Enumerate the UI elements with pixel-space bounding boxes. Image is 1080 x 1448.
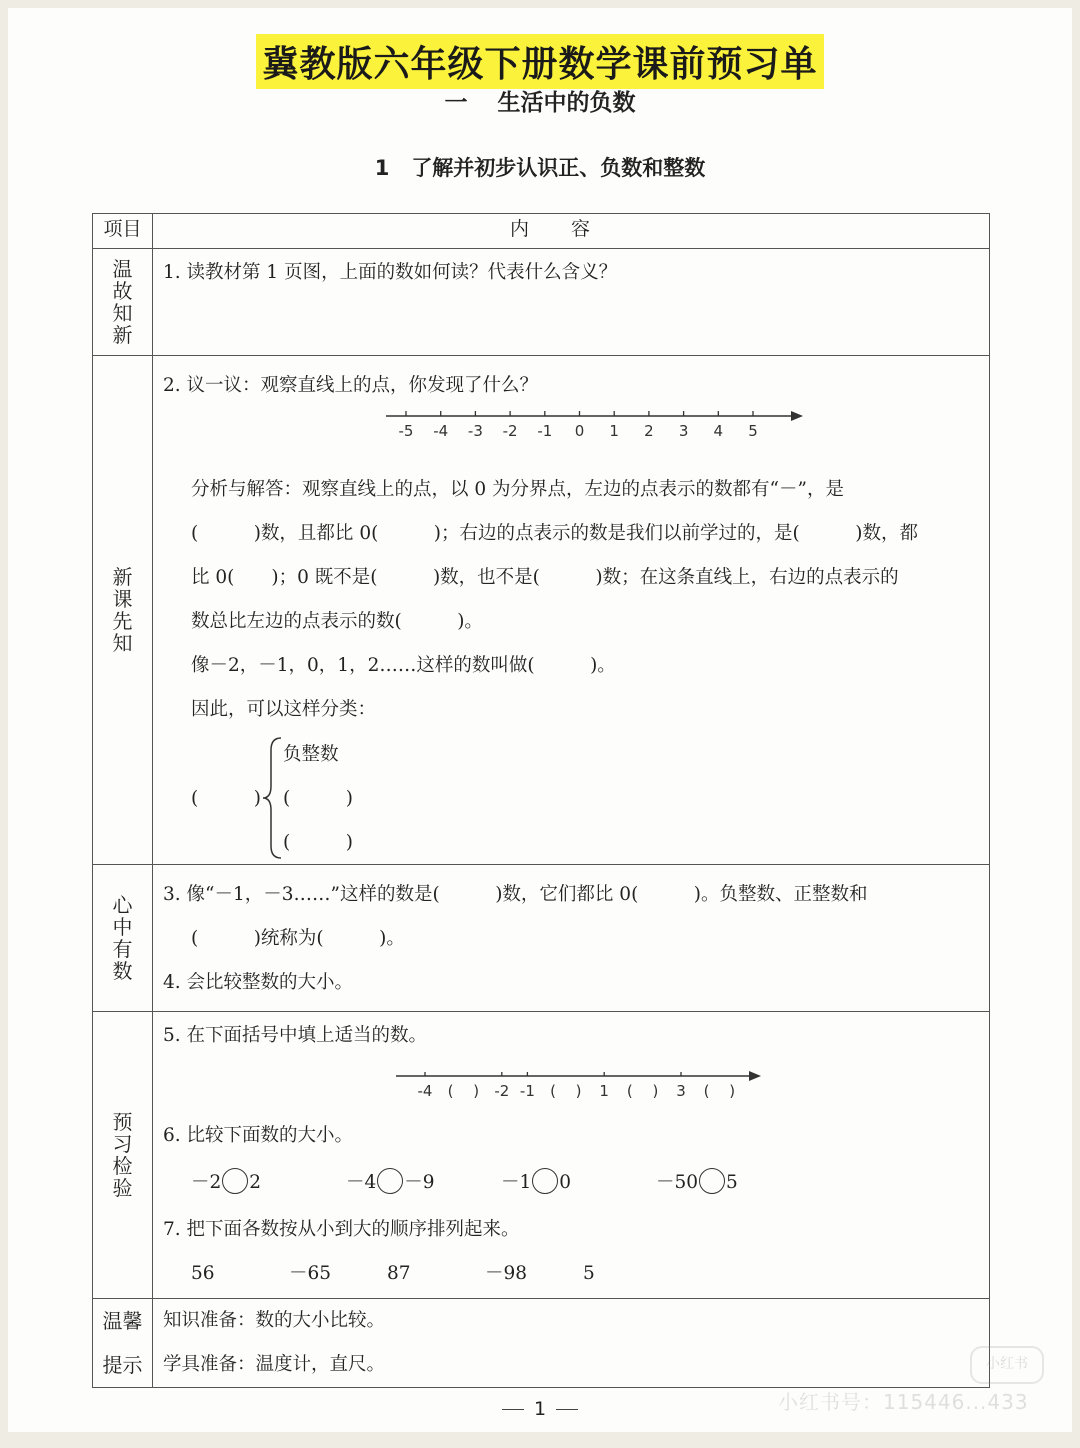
unit-heading	[8, 84, 1072, 117]
title-wrap	[8, 34, 1072, 89]
tips-label-2: 提示	[102, 1353, 143, 1377]
brace-item-3: ( )	[283, 832, 353, 853]
dash-right	[556, 1409, 578, 1410]
order-number: －98	[485, 1263, 528, 1284]
dash-left	[502, 1409, 524, 1410]
order-number: －65	[289, 1263, 332, 1284]
tip-knowledge: 知识准备：数的大小比较。	[163, 1310, 386, 1331]
question-1: 1. 读教材第 1 页图，上面的数如何读？代表什么含义？	[163, 262, 618, 283]
question-3-line-2: ( )统称为( )。	[191, 928, 405, 949]
order-numbers-row	[163, 1252, 979, 1296]
section-row-understanding	[93, 865, 990, 1012]
header-content	[153, 214, 990, 249]
section-content-preview-check	[153, 1012, 990, 1299]
analysis-line-4: 数总比左边的点表示的数( )。	[191, 611, 483, 632]
compare-right: －9	[404, 1172, 435, 1193]
number-line-label: )	[473, 1082, 480, 1100]
question-6: 6. 比较下面数的大小。	[163, 1125, 354, 1146]
question-4: 4. 会比较整数的大小。	[163, 972, 354, 993]
compare-item-3	[501, 1158, 656, 1208]
section-label-tips	[93, 1299, 153, 1388]
worksheet-page	[8, 8, 1072, 1432]
number-line-label: 0	[574, 422, 585, 440]
number-line-label: (	[550, 1082, 556, 1100]
compare-right: 0	[559, 1172, 572, 1193]
header-item: 项目	[93, 214, 153, 249]
table-header-row	[93, 214, 990, 249]
question-5: 5. 在下面括号中填上适当的数。	[163, 1025, 428, 1046]
compare-circle-blank[interactable]	[377, 1168, 403, 1194]
compare-item-4	[656, 1158, 811, 1208]
number-line-label: )	[575, 1082, 582, 1100]
compare-left: －4	[346, 1172, 377, 1193]
worksheet-table	[92, 213, 990, 1388]
compare-circle-blank[interactable]	[699, 1168, 725, 1194]
number-line-label: -2	[502, 422, 518, 440]
compare-right: 2	[249, 1172, 262, 1193]
section-label-understanding	[93, 865, 153, 1012]
number-line-2	[163, 1058, 979, 1114]
number-line-label: 3	[676, 1082, 686, 1100]
unit-number: 一	[444, 90, 468, 116]
section-content-new-lesson	[153, 356, 990, 865]
number-line-label: 2	[644, 422, 654, 440]
number-line-label: 5	[748, 422, 758, 440]
compare-left: －50	[656, 1172, 699, 1193]
classification-brace	[163, 732, 979, 864]
compare-circle-blank[interactable]	[532, 1168, 558, 1194]
number-line-label: -5	[398, 422, 414, 440]
header-content-label: 内容	[509, 218, 632, 240]
lesson-number: 1	[374, 156, 390, 180]
number-line-label: -2	[494, 1082, 510, 1100]
order-number: 56	[191, 1263, 215, 1284]
order-number: 87	[387, 1263, 411, 1284]
number-line-label: )	[729, 1082, 736, 1100]
section-row-new-lesson	[93, 356, 990, 865]
compare-left: －2	[191, 1172, 222, 1193]
lesson-name: 了解并初步认识正、负数和整数	[411, 156, 706, 180]
analysis-line-3: 比 0( )；0 既不是( )数，也不是( )数；在这条直线上，右边的点表示的	[191, 567, 899, 588]
number-line-label: (	[626, 1082, 633, 1100]
number-line-label: 3	[678, 422, 689, 440]
section-label-preview-check	[93, 1012, 153, 1299]
number-line-label: (	[703, 1082, 710, 1100]
compare-item-1	[191, 1158, 346, 1208]
number-line-label: 1	[609, 422, 619, 440]
section-label-text: 新课先知	[112, 565, 133, 655]
tips-label-1: 温馨	[102, 1309, 143, 1333]
page-number-text: 1	[533, 1398, 547, 1420]
order-number: 5	[583, 1263, 595, 1284]
question-7: 7. 把下面各数按从小到大的顺序排列起来。	[163, 1219, 520, 1240]
number-line-label: -3	[467, 422, 483, 440]
number-line-label: -4	[433, 422, 449, 440]
number-line-label: )	[652, 1082, 659, 1100]
number-line-label: -1	[519, 1082, 535, 1100]
brace-item-2: ( )	[283, 788, 353, 809]
unit-name: 生活中的负数	[497, 90, 636, 116]
question-2: 2. 议一议：观察直线上的点，你发现了什么？	[163, 375, 539, 396]
section-content-understanding	[153, 865, 990, 1012]
brace-item-1: 负整数	[283, 744, 339, 765]
question-3-line-1: 3. 像“－1，－3……”这样的数是( )数，它们都比 0( )。负整数、正整数和	[163, 884, 868, 905]
number-line-label: -1	[537, 422, 553, 440]
compare-circle-blank[interactable]	[222, 1168, 248, 1194]
section-content-review	[153, 249, 990, 356]
analysis-line-6: 因此，可以这样分类：	[191, 699, 377, 720]
number-line-1	[163, 408, 979, 468]
number-line-label: (	[447, 1082, 454, 1100]
section-row-tips	[93, 1299, 990, 1388]
number-line-label: 1	[599, 1082, 609, 1100]
tip-tools: 学具准备：温度计，直尺。	[163, 1354, 386, 1375]
compare-row	[163, 1158, 979, 1208]
section-label-new-lesson	[93, 356, 153, 865]
section-label-text: 温故知新	[112, 257, 133, 347]
brace-left-blank: ( )	[191, 788, 261, 809]
watermark-text: 小红书号：115446...433	[778, 1390, 1029, 1414]
section-row-review	[93, 249, 990, 356]
compare-item-2	[346, 1158, 501, 1208]
watermark-logo: 小红书	[970, 1346, 1044, 1384]
section-label-text: 心中有数	[112, 893, 133, 983]
analysis-line-5: 像－2，－1，0，1，2……这样的数叫做( )。	[191, 655, 616, 676]
compare-right: 5	[726, 1172, 738, 1193]
section-row-preview-check	[93, 1012, 990, 1299]
page-title: 冀教版六年级下册数学课前预习单	[256, 34, 823, 89]
number-line-label: 4	[713, 422, 724, 440]
worksheet-table-wrap	[92, 213, 990, 1388]
section-label-text: 预习检验	[112, 1110, 133, 1200]
number-line-label: -4	[417, 1082, 433, 1100]
analysis-line-2: ( )数，且都比 0( )；右边的点表示的数是我们以前学过的，是( )数，都	[191, 523, 918, 544]
section-content-tips	[153, 1299, 990, 1388]
section-label-review	[93, 249, 153, 356]
lesson-heading	[8, 152, 1072, 182]
compare-left: －1	[501, 1172, 532, 1193]
analysis-line-1: 分析与解答：观察直线上的点，以 0 为分界点，左边的点表示的数都有“－”，是	[191, 479, 844, 500]
number-line-1-axis	[163, 408, 1043, 438]
